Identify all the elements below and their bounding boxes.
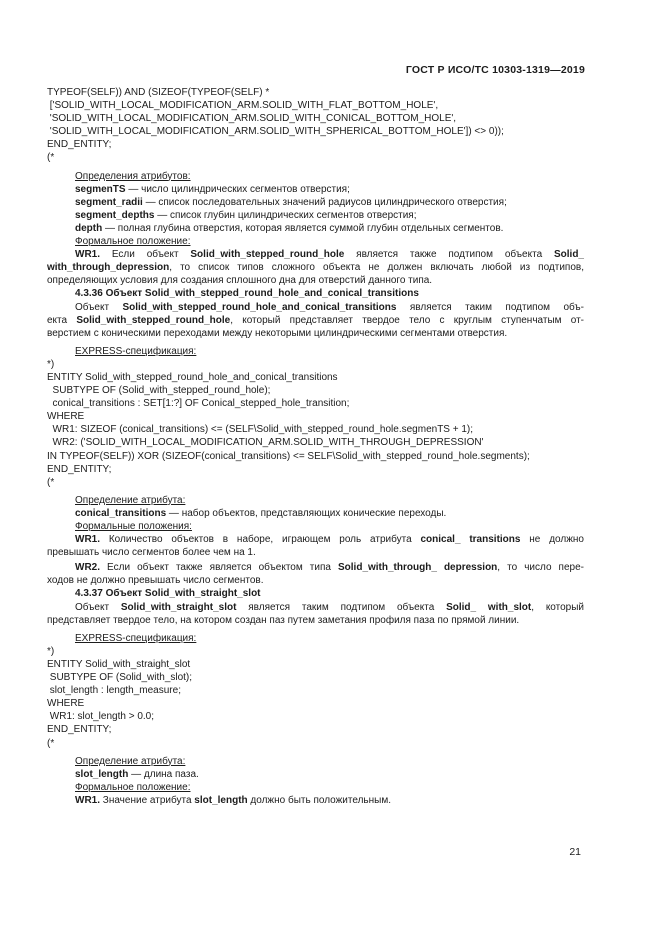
code-line: 'SOLID_WITH_LOCAL_MODIFICATION_ARM.SOLID_WITH_SPHERICAL_BOTTOM_HOLE']) <> 0)); bbox=[47, 126, 504, 138]
rule-wr1-cont: with_through_depression, то список типов сложного объекта не должен включать любой из подтипов, bbox=[47, 262, 584, 274]
section-heading-4-3-37: 4.3.37 Объект Solid_with_straight_slot bbox=[75, 588, 261, 600]
code-line: ENTITY Solid_with_straight_slot bbox=[47, 658, 191, 670]
code-line: WR1: slot_length > 0.0; bbox=[47, 711, 155, 723]
code-line: WHERE bbox=[47, 698, 85, 710]
formal-heading: Формальное положение: bbox=[75, 236, 191, 248]
document-header: ГОСТ Р ИСО/ТС 10303-1319—2019 bbox=[405, 64, 585, 76]
attr-definition: slot_length — длина паза. bbox=[75, 768, 199, 780]
code-line: WHERE bbox=[47, 411, 85, 423]
attr-definition: conical_transitions — набор объектов, представляющих конические переходы. bbox=[75, 507, 447, 519]
formal-heading: Формальные положения: bbox=[75, 521, 192, 532]
code-line: WR1: SIZEOF (conical_transitions) <= (SELF\Solid_with_stepped_round_hole.segmenTS + 1); bbox=[47, 424, 474, 436]
paragraph-cont: екта Solid_with_stepped_round_hole, который представляет твердое тело с круглым ступенчатым от- bbox=[47, 314, 584, 326]
rule-wr2: WR2. Если объект также является объектом типа Solid_with_through_ depression, то число пере- bbox=[75, 562, 584, 574]
code-line: (* bbox=[47, 737, 55, 749]
paragraph: Объект Solid_with_straight_slot является таким подтипом объекта Solid_ with_slot, который bbox=[75, 601, 585, 613]
code-line: *) bbox=[47, 358, 55, 370]
rule-wr2-cont: ходов не должно превышать число сегментов. bbox=[47, 575, 264, 587]
page-number: 21 bbox=[569, 846, 581, 858]
code-line: (* bbox=[47, 152, 55, 164]
code-line: SUBTYPE OF (Solid_with_stepped_round_hole); bbox=[47, 385, 271, 397]
rule-wr1: WR1. Если объект Solid_with_stepped_round_hole является также подтипом объекта Solid_ bbox=[75, 249, 584, 261]
code-line: slot_length : length_measure; bbox=[47, 685, 181, 697]
code-block-prev bbox=[47, 86, 584, 165]
attr-definition-heading: Определение атрибута: bbox=[75, 755, 186, 767]
code-line: TYPEOF(SELF)) AND (SIZEOF(TYPEOF(SELF) * bbox=[47, 87, 270, 98]
rule-wr1: WR1. Количество объектов в наборе, играющем роль атрибута conical_ transitions не должно bbox=[75, 534, 584, 546]
page-content bbox=[47, 86, 584, 807]
attr-definition: segment_radii — список последовательных значений радиусов цилиндрического отверстия; bbox=[75, 196, 507, 208]
code-line: 'SOLID_WITH_LOCAL_MODIFICATION_ARM.SOLID_WITH_CONICAL_BOTTOM_HOLE', bbox=[47, 113, 457, 125]
express-heading: EXPRESS-спецификация: bbox=[75, 345, 197, 357]
attr-definitions-heading: Определения атрибутов: bbox=[75, 170, 191, 182]
code-line: SUBTYPE OF (Solid_with_slot); bbox=[47, 672, 193, 684]
paragraph: Объект Solid_with_stepped_round_hole_and_conical_transitions является таким подтипом объ- bbox=[75, 301, 584, 313]
attr-definition: segment_depths — список глубин цилиндрических сегментов отверстия; bbox=[75, 209, 417, 221]
paragraph-cont: верстием с коническими переходами между некоторыми цилиндрическими сегментами отверстия. bbox=[47, 327, 508, 339]
express-heading: EXPRESS-спецификация: bbox=[75, 632, 197, 644]
paragraph-cont: представляет твердое тело, на котором создан паз путем заметания профиля паза по прямой линии. bbox=[47, 614, 520, 626]
code-line: END_ENTITY; bbox=[47, 463, 112, 475]
code-line: END_ENTITY; bbox=[47, 139, 112, 151]
attr-definition: depth — полная глубина отверстия, которая является суммой глубин отдельных сегментов. bbox=[75, 222, 504, 234]
rule-wr1: WR1. Значение атрибута slot_length должно быть положительным. bbox=[75, 794, 391, 806]
code-block-4-3-36 bbox=[47, 358, 584, 489]
rule-wr1-cont: превышать число сегментов более чем на 1. bbox=[47, 547, 256, 559]
code-line: *) bbox=[47, 645, 55, 657]
rule-wr1-cont: определяющих условия для создания сплошного дна для отверстий данного типа. bbox=[47, 275, 433, 287]
section-heading-4-3-36: 4.3.36 Объект Solid_with_stepped_round_hole_and_conical_transitions bbox=[75, 288, 419, 300]
code-line: conical_transitions : SET[1:?] OF Conical_stepped_hole_transition; bbox=[47, 398, 350, 410]
formal-heading: Формальное положение: bbox=[75, 781, 191, 793]
code-line: END_ENTITY; bbox=[47, 724, 112, 736]
code-block-4-3-37 bbox=[47, 645, 584, 750]
attr-definition: segmenTS — число цилиндрических сегментов отверстия; bbox=[75, 183, 350, 195]
code-line: ['SOLID_WITH_LOCAL_MODIFICATION_ARM.SOLID_WITH_FLAT_BOTTOM_HOLE', bbox=[47, 100, 439, 112]
code-line: IN TYPEOF(SELF)) XOR (SIZEOF(conical_transitions) <= SELF\Solid_with_stepped_round_hole.segments); bbox=[47, 450, 530, 462]
code-line: (* bbox=[47, 476, 55, 488]
attr-definition-heading: Определение атрибута: bbox=[75, 494, 186, 506]
code-line: ENTITY Solid_with_stepped_round_hole_and_conical_transitions bbox=[47, 371, 338, 383]
code-line: WR2: ('SOLID_WITH_LOCAL_MODIFICATION_ARM.SOLID_WITH_THROUGH_DEPRESSION' bbox=[47, 437, 484, 449]
